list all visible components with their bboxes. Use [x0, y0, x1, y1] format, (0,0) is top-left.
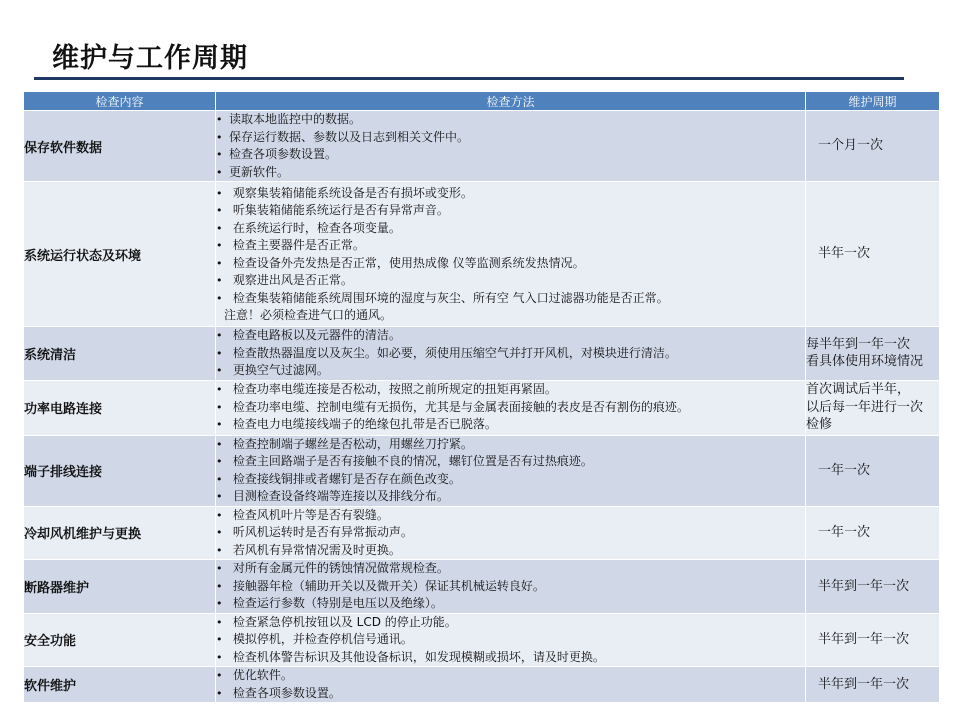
method-bullet-item	[216, 488, 805, 506]
method-text: 模拟停机，并检查停机信号通讯。	[229, 632, 413, 646]
bullet-icon: •	[216, 490, 223, 503]
method-bullet-item	[216, 327, 805, 345]
check-content-cell: 安全功能	[24, 613, 216, 667]
check-content-cell: 软件维护	[24, 667, 216, 703]
period-text: 一个月一次	[818, 138, 884, 154]
check-method-cell	[216, 560, 806, 614]
method-note: 注意！必须检查进气口的通风。	[224, 308, 393, 322]
check-content-cell: 断路器维护	[24, 560, 216, 614]
check-method-cell	[216, 667, 806, 703]
method-text: 检查集装箱储能系统周围环境的湿度与灰尘、所有空 气入口过滤器功能是否正常。	[229, 290, 669, 305]
bullet-icon: •	[216, 526, 223, 539]
method-bullet-item	[216, 685, 805, 703]
maintenance-period-cell	[806, 182, 940, 327]
bullet-icon: •	[216, 329, 223, 342]
method-text: 观察集装箱储能系统设备是否有损坏或变形。	[229, 185, 473, 200]
bullet-icon: •	[216, 130, 223, 144]
bullet-icon: •	[216, 364, 223, 377]
table-header-row	[24, 92, 940, 111]
maintenance-period-cell	[806, 380, 940, 435]
period-text: 首次调试后半年，	[806, 382, 911, 398]
method-text: 检查控制端子螺丝是否松动，用螺丝刀拧紧。	[229, 436, 473, 451]
header-check-method: 检查方法	[216, 92, 806, 111]
method-bullet-item	[216, 255, 805, 273]
method-text: 观察进出风是否正常。	[229, 273, 353, 287]
check-method-cell	[216, 327, 806, 381]
method-text: 检查电力电缆接线端子的绝缘包扎带是否已脱落。	[229, 417, 497, 432]
method-bullet-item	[216, 507, 805, 525]
method-bullet-item	[216, 272, 805, 290]
table-row	[24, 435, 940, 506]
bullet-icon: •	[216, 274, 223, 287]
bullet-icon: •	[216, 562, 223, 575]
bullet-icon: •	[216, 579, 223, 593]
bullet-icon: •	[216, 650, 223, 664]
method-text: 检查运行参数（特别是电压以及绝缘）。	[229, 596, 443, 610]
bullet-icon: •	[216, 543, 223, 557]
bullet-icon: •	[216, 400, 223, 414]
method-text: 检查电路板以及元器件的清洁。	[229, 328, 401, 342]
method-bullet-item	[216, 381, 805, 399]
title-divider	[34, 77, 904, 80]
period-text: 半年到一年一次	[818, 676, 910, 692]
method-bullet-item	[216, 345, 805, 363]
period-text: 半年到一年一次	[818, 578, 910, 594]
method-text: 读取本地监控中的数据。	[229, 112, 362, 126]
period-text: 一年一次	[818, 462, 871, 478]
bullet-icon: •	[216, 256, 223, 270]
table-row	[24, 380, 940, 435]
method-bullet-item	[216, 436, 805, 454]
method-bullet-item	[216, 416, 805, 434]
method-bullet-item	[216, 220, 805, 238]
check-method-cell	[216, 435, 806, 506]
bullet-icon: •	[216, 669, 223, 682]
method-bullet-item	[216, 202, 805, 220]
period-text: 看具体使用环境情况	[806, 354, 924, 370]
maintenance-period-cell	[806, 506, 940, 560]
period-text: 半年一次	[818, 246, 871, 262]
maintenance-period-cell	[806, 560, 940, 614]
method-text: 接触器年检（辅助开关以及微开关）保证其机械运转良好。	[229, 578, 545, 593]
method-text: 检查风机叶片等是否有裂缝。	[229, 507, 389, 522]
method-bullet-item	[216, 560, 805, 578]
check-method-cell	[216, 111, 806, 182]
header-check-content: 检查内容	[24, 92, 216, 111]
method-text: 检查设备外壳发热是否正常，使用热成像 仪等监测系统发热情况。	[229, 255, 585, 270]
method-text: 检查接线铜排或者螺钉是否存在颜色改变。	[229, 471, 461, 486]
table-row	[24, 613, 940, 667]
table-row	[24, 182, 940, 327]
bullet-icon: •	[216, 239, 223, 252]
period-text: 检修	[806, 417, 833, 433]
method-text: 检查紧急停机按钮以及 LCD 的停止功能。	[229, 614, 457, 629]
method-text: 听风机运转时是否有异常振动声。	[229, 525, 413, 539]
method-bullet-item	[216, 614, 805, 632]
period-text: 每半年到一年一次	[806, 336, 911, 352]
check-content-cell: 冷却风机维护与更换	[24, 506, 216, 560]
bullet-icon: •	[216, 508, 223, 522]
check-method-cell	[216, 613, 806, 667]
method-text: 若风机有异常情况需及时更换。	[229, 542, 401, 557]
method-bullet-item	[216, 129, 805, 147]
maintenance-period-cell	[806, 111, 940, 182]
check-content-cell: 端子排线连接	[24, 435, 216, 506]
bullet-icon: •	[216, 597, 223, 610]
method-bullet-item	[216, 649, 805, 667]
bullet-icon: •	[216, 633, 223, 646]
period-text: 一年一次	[818, 525, 871, 540]
table-row	[24, 327, 940, 381]
method-bullet-item	[216, 146, 805, 164]
bullet-icon: •	[216, 383, 223, 397]
method-bullet-item	[216, 185, 805, 203]
table-row	[24, 506, 940, 560]
bullet-icon: •	[216, 686, 223, 700]
page-title: 维护与工作周期	[52, 43, 248, 74]
bullet-icon: •	[216, 437, 223, 451]
method-text: 检查各项参数设置。	[229, 685, 341, 700]
table-row	[24, 667, 940, 703]
method-text: 在系统运行时，检查各项变量。	[229, 220, 401, 235]
method-bullet-item	[216, 471, 805, 489]
check-content-cell: 系统清洁	[24, 327, 216, 381]
bullet-icon: •	[216, 186, 223, 200]
period-text: 以后每一年进行一次	[806, 399, 924, 415]
maintenance-table	[23, 91, 940, 703]
bullet-icon: •	[216, 291, 223, 305]
bullet-icon: •	[216, 221, 223, 235]
check-content-cell: 功率电路连接	[24, 380, 216, 435]
check-method-cell	[216, 506, 806, 560]
header-maintenance-period: 维护周期	[806, 92, 940, 111]
method-bullet-item	[216, 631, 805, 649]
check-method-cell	[216, 182, 806, 327]
table-row	[24, 560, 940, 614]
method-text: 检查主要器件是否正常。	[229, 238, 365, 252]
method-text: 保存运行数据、参数以及日志到相关文件中。	[229, 129, 470, 144]
check-method-cell	[216, 380, 806, 435]
method-text: 对所有金属元件的锈蚀情况做常规检查。	[229, 561, 449, 575]
check-content-cell: 系统运行状态及环境	[24, 182, 216, 327]
bullet-icon: •	[216, 418, 223, 432]
maintenance-period-cell	[806, 327, 940, 381]
method-bullet-item	[216, 362, 805, 380]
maintenance-period-cell	[806, 613, 940, 667]
method-text: 更新软件。	[229, 164, 290, 179]
method-bullet-item	[216, 111, 805, 129]
bullet-icon: •	[216, 346, 223, 360]
method-text: 检查功率电缆、控制电缆有无损伤，尤其是与金属表面接触的表皮是否有割伤的痕迹。	[229, 399, 689, 414]
method-text: 检查功率电缆连接是否松动，按照之前所规定的扭矩再紧固。	[229, 382, 557, 397]
method-text: 优化软件。	[229, 668, 293, 682]
bullet-icon: •	[216, 615, 223, 629]
table-row	[24, 111, 940, 182]
method-bullet-item	[216, 524, 805, 542]
method-bullet-item	[216, 290, 805, 308]
bullet-icon: •	[216, 148, 223, 161]
bullet-icon: •	[216, 165, 223, 179]
method-text: 听集装箱储能系统运行是否有异常声音。	[229, 203, 449, 217]
method-bullet-item	[216, 453, 805, 471]
method-bullet-item	[216, 578, 805, 596]
method-text: 检查各项参数设置。	[229, 147, 338, 161]
method-bullet-item	[216, 595, 805, 613]
method-text: 目测检查设备终端等连接以及排线分布。	[229, 489, 449, 503]
method-bullet-item	[216, 542, 805, 560]
method-text: 更换空气过滤网。	[229, 363, 329, 377]
bullet-icon: •	[216, 455, 223, 468]
period-text: 半年到一年一次	[818, 632, 910, 647]
bullet-icon: •	[216, 472, 223, 486]
maintenance-period-cell	[806, 667, 940, 703]
method-bullet-item	[216, 164, 805, 182]
check-content-cell: 保存软件数据	[24, 111, 216, 182]
method-text: 检查主回路端子是否有接触不良的情况，螺钉位置是否有过热痕迹。	[229, 454, 593, 468]
bullet-icon: •	[216, 204, 223, 217]
bullet-icon: •	[216, 113, 223, 126]
method-text: 检查散热器温度以及灰尘。如必要，须使用压缩空气并打开风机，对模块进行清洁。	[229, 345, 677, 360]
method-text: 检查机体警告标识及其他设备标识，如发现模糊或损坏，请及时更换。	[229, 649, 605, 664]
maintenance-period-cell	[806, 435, 940, 506]
method-bullet-item	[216, 399, 805, 417]
method-bullet-item	[216, 667, 805, 685]
method-bullet-item	[216, 237, 805, 255]
